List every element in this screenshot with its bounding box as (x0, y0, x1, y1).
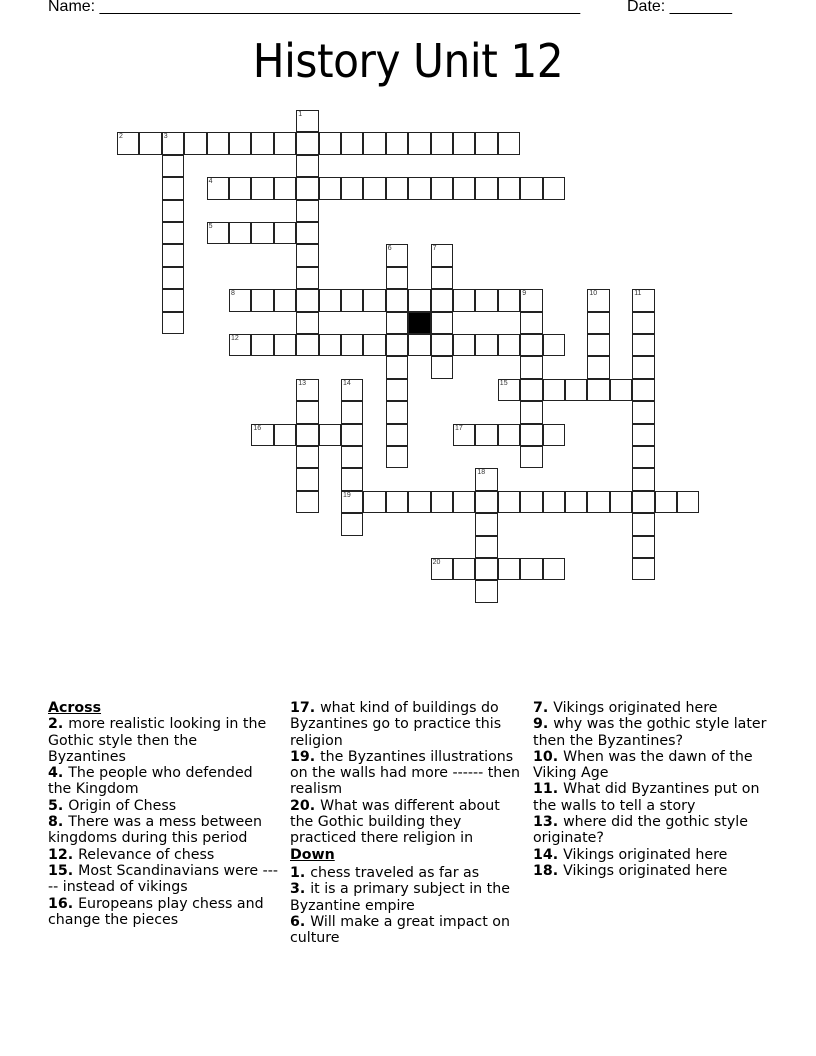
grid-cell[interactable] (587, 491, 609, 513)
grid-cell[interactable] (386, 244, 408, 266)
grid-cell[interactable] (610, 491, 632, 513)
grid-cell[interactable] (632, 468, 654, 490)
clue-number: 19 (343, 491, 351, 499)
clue-number: 9 (522, 290, 527, 298)
grid-cell[interactable] (520, 424, 542, 446)
grid-cell[interactable] (162, 244, 184, 266)
clue-number: 2 (119, 133, 123, 141)
grid-cell[interactable] (610, 379, 632, 401)
grid-cell[interactable] (408, 289, 430, 311)
grid-cell[interactable] (319, 132, 341, 154)
across-clue (48, 847, 278, 863)
grid-cell[interactable] (296, 446, 318, 468)
down-clue (290, 914, 522, 947)
clue-number: 8 (231, 290, 235, 298)
clue-text: Relevance of chess (78, 846, 215, 863)
clue-text: What was different about the Gothic building they practiced there religion in (290, 797, 500, 847)
grid-cell[interactable] (274, 222, 296, 244)
clue-number: 15 (499, 379, 508, 387)
grid-cell[interactable] (386, 401, 408, 423)
grid-cell[interactable] (386, 446, 408, 468)
grid-cell[interactable] (229, 177, 251, 199)
clue-number: 7. (533, 700, 554, 716)
grid-cell[interactable] (184, 132, 206, 154)
grid-cell[interactable] (453, 424, 475, 446)
across-clue (290, 700, 522, 749)
grid-cell[interactable] (632, 312, 654, 334)
grid-cell[interactable] (386, 334, 408, 356)
across-clue (290, 749, 522, 798)
grid-cell[interactable] (207, 222, 229, 244)
grid-cell[interactable] (341, 513, 363, 535)
clue-number: 11. (533, 781, 564, 798)
down-clue (533, 749, 773, 782)
grid-cell[interactable] (162, 312, 184, 334)
grid-cell[interactable] (632, 289, 654, 311)
grid-cell[interactable] (274, 177, 296, 199)
grid-cell[interactable] (251, 334, 273, 356)
grid-cell[interactable] (296, 222, 318, 244)
grid-cell[interactable] (475, 491, 497, 513)
clue-number: 12. (48, 846, 79, 863)
clue-text: Vikings originated here (563, 862, 728, 879)
clues-column-2 (290, 700, 522, 946)
clue-number: 18 (477, 469, 486, 477)
down-clue (290, 881, 522, 914)
clue-number: 14. (533, 846, 564, 863)
grid-cell[interactable] (229, 222, 251, 244)
clue-text: Vikings originated here (553, 700, 718, 716)
grid-cell[interactable] (632, 401, 654, 423)
grid-cell[interactable] (386, 267, 408, 289)
grid-cell[interactable] (386, 379, 408, 401)
grid-cell[interactable] (319, 334, 341, 356)
grid-cell[interactable] (543, 424, 565, 446)
grid-cell[interactable] (543, 491, 565, 513)
grid-cell[interactable] (431, 334, 453, 356)
grid-cell[interactable] (632, 558, 654, 580)
grid-cell[interactable] (341, 491, 363, 513)
grid-cell[interactable] (274, 334, 296, 356)
grid-cell[interactable] (296, 267, 318, 289)
clue-number: 3. (290, 881, 311, 898)
grid-cell[interactable] (475, 513, 497, 535)
grid-cell[interactable] (498, 334, 520, 356)
clue-number: 8. (48, 814, 69, 831)
grid-cell[interactable] (296, 334, 318, 356)
grid-cell[interactable] (475, 132, 497, 154)
clue-number: 17 (455, 424, 463, 432)
grid-cell[interactable] (431, 558, 453, 580)
across-clue (48, 798, 278, 814)
grid-cell[interactable] (587, 312, 609, 334)
grid-cell[interactable] (520, 177, 542, 199)
grid-cell[interactable] (296, 110, 318, 132)
grid-cell[interactable] (363, 334, 385, 356)
grid-cell[interactable] (319, 177, 341, 199)
clue-number: 5 (208, 223, 213, 230)
clue-number: 10. (533, 748, 564, 765)
clue-number: 6 (387, 245, 392, 253)
grid-cell[interactable] (498, 424, 520, 446)
clue-number: 1. (290, 864, 311, 881)
grid-cell[interactable] (453, 334, 475, 356)
clue-text: why was the gothic style later then the Byzantines? (533, 716, 767, 749)
grid-cell[interactable] (341, 468, 363, 490)
grid-cell[interactable] (341, 132, 363, 154)
grid-cell[interactable] (632, 513, 654, 535)
grid-cell[interactable] (498, 379, 520, 401)
grid-cell[interactable] (341, 379, 363, 401)
clue-text: Will make a great impact on culture (290, 913, 510, 947)
down-clue (290, 865, 522, 881)
grid-cell[interactable] (386, 177, 408, 199)
grid-cell[interactable] (453, 132, 475, 154)
across-clue (48, 716, 278, 765)
grid-cell[interactable] (587, 334, 609, 356)
grid-cell[interactable] (251, 424, 273, 446)
grid-cell[interactable] (475, 177, 497, 199)
grid-cell[interactable] (341, 446, 363, 468)
grid-cell[interactable] (274, 132, 296, 154)
grid-cell[interactable] (677, 491, 699, 513)
grid-cell[interactable] (431, 289, 453, 311)
clues-column-1 (48, 700, 278, 928)
down-clue-list (290, 865, 522, 946)
clue-text: where did the gothic style originate? (533, 814, 748, 847)
grid-cell[interactable] (296, 379, 318, 401)
clue-number: 16 (253, 424, 262, 432)
grid-cell[interactable] (453, 491, 475, 513)
grid-cell[interactable] (520, 356, 542, 378)
grid-cell[interactable] (251, 177, 273, 199)
page-title: History Unit 12 (252, 34, 564, 88)
grid-cell[interactable] (632, 446, 654, 468)
grid-cell[interactable] (475, 334, 497, 356)
grid-cell[interactable] (520, 491, 542, 513)
down-heading: Down (290, 846, 335, 863)
clue-text: Origin of Chess (68, 797, 177, 814)
clue-number: 19. (290, 748, 321, 765)
clue-number: 20 (432, 559, 441, 566)
grid-cell[interactable] (296, 200, 318, 222)
grid-cell[interactable] (475, 558, 497, 580)
name-field-label: Name: ______________________________________________________ (48, 0, 581, 15)
grid-cell[interactable] (386, 312, 408, 334)
grid-cell[interactable] (431, 267, 453, 289)
grid-cell[interactable] (565, 379, 587, 401)
grid-cell[interactable] (520, 558, 542, 580)
grid-cell[interactable] (431, 312, 453, 334)
grid-cell[interactable] (341, 424, 363, 446)
clue-number: 14 (343, 379, 351, 387)
across-clue (48, 863, 278, 896)
clue-number: 6. (290, 913, 311, 930)
clue-number: 9. (533, 716, 554, 733)
grid-cell[interactable] (587, 379, 609, 401)
clue-number: 5. (48, 797, 69, 814)
grid-cell[interactable] (565, 491, 587, 513)
grid-cell[interactable] (475, 536, 497, 558)
clue-number: 18. (533, 862, 564, 879)
grid-cell[interactable] (341, 289, 363, 311)
grid-cell[interactable] (162, 267, 184, 289)
grid-cell[interactable] (520, 446, 542, 468)
clue-number: 10 (589, 290, 598, 298)
grid-cell[interactable] (296, 132, 318, 154)
clue-number: 12 (231, 335, 239, 342)
clue-text: Europeans play chess and change the pieces (48, 895, 264, 928)
down-clue (533, 863, 773, 879)
grid-cell[interactable] (632, 379, 654, 401)
grid-cell[interactable] (543, 379, 565, 401)
grid-cell[interactable] (475, 424, 497, 446)
clue-number: 4. (48, 765, 69, 782)
grid-cell[interactable] (431, 356, 453, 378)
grid-cell[interactable] (229, 289, 251, 311)
grid-cell[interactable] (319, 424, 341, 446)
across-clue-list (48, 716, 278, 928)
grid-cell[interactable] (453, 177, 475, 199)
grid-cell[interactable] (296, 177, 318, 199)
clue-number: 11 (634, 290, 642, 298)
grid-cell[interactable] (162, 155, 184, 177)
grid-cell[interactable] (408, 132, 430, 154)
clue-text: more realistic looking in the Gothic style then the Byzantines (48, 716, 267, 765)
clue-text: it is a primary subject in the Byzantine empire (290, 881, 510, 914)
grid-cell[interactable] (453, 558, 475, 580)
clue-number: 7 (432, 245, 437, 253)
grid-cell[interactable] (296, 401, 318, 423)
clue-number: 3 (163, 133, 168, 141)
black-cell (408, 312, 430, 334)
grid-cell[interactable] (341, 177, 363, 199)
clue-number: 1 (298, 111, 303, 118)
down-clue (533, 814, 773, 847)
grid-cell[interactable] (453, 289, 475, 311)
across-clue-list-continued (290, 700, 522, 847)
across-clue (290, 798, 522, 847)
grid-cell[interactable] (386, 356, 408, 378)
grid-cell[interactable] (475, 289, 497, 311)
clue-text: chess traveled as far as (310, 864, 480, 881)
clue-number: 15. (48, 862, 79, 879)
grid-cell[interactable] (251, 222, 273, 244)
grid-cell[interactable] (296, 155, 318, 177)
grid-cell[interactable] (632, 536, 654, 558)
grid-cell[interactable] (520, 289, 542, 311)
grid-cell[interactable] (363, 289, 385, 311)
grid-cell[interactable] (296, 289, 318, 311)
grid-cell[interactable] (520, 312, 542, 334)
clue-number: 16. (48, 895, 79, 912)
grid-cell[interactable] (296, 491, 318, 513)
grid-cell[interactable] (363, 491, 385, 513)
grid-cell[interactable] (319, 289, 341, 311)
across-clue (48, 896, 278, 929)
clue-text: what kind of buildings do Byzantines go to practice this religion (290, 700, 502, 749)
grid-cell[interactable] (341, 401, 363, 423)
grid-cell[interactable] (296, 244, 318, 266)
clue-number: 2. (48, 716, 69, 733)
grid-cell[interactable] (543, 558, 565, 580)
grid-cell[interactable] (431, 177, 453, 199)
clue-text: What did Byzantines put on the walls to tell a story (533, 781, 760, 814)
across-clue (48, 765, 278, 798)
grid-cell[interactable] (475, 580, 497, 602)
grid-cell[interactable] (296, 312, 318, 334)
across-heading: Across (48, 700, 102, 716)
clue-number: 4 (208, 178, 213, 186)
grid-cell[interactable] (632, 491, 654, 513)
clue-text: Most Scandinavians were ----- instead of vikings (48, 862, 278, 896)
grid-cell[interactable] (498, 289, 520, 311)
grid-cell[interactable] (431, 132, 453, 154)
grid-cell[interactable] (274, 289, 296, 311)
clue-text: Vikings originated here (563, 846, 728, 863)
grid-cell[interactable] (498, 558, 520, 580)
clue-number: 13 (298, 379, 306, 387)
grid-cell[interactable] (632, 356, 654, 378)
down-clue (533, 716, 773, 749)
down-clue (533, 700, 773, 716)
grid-cell[interactable] (408, 177, 430, 199)
clue-text: the Byzantines illustrations on the walls had more ------ then realism (290, 748, 521, 798)
grid-cell[interactable] (229, 334, 251, 356)
grid-cell[interactable] (139, 132, 161, 154)
date-field-label: Date: _______ (627, 0, 732, 15)
grid-cell[interactable] (431, 491, 453, 513)
grid-cell[interactable] (341, 334, 363, 356)
grid-cell[interactable] (587, 356, 609, 378)
grid-cell[interactable] (431, 244, 453, 266)
grid-cell[interactable] (386, 424, 408, 446)
clue-text: There was a mess between kingdoms during this period (48, 814, 262, 847)
grid-cell[interactable] (162, 177, 184, 199)
grid-cell[interactable] (498, 491, 520, 513)
down-clue (533, 847, 773, 863)
grid-cell[interactable] (475, 468, 497, 490)
grid-cell[interactable] (655, 491, 677, 513)
grid-cell[interactable] (632, 424, 654, 446)
grid-cell[interactable] (296, 424, 318, 446)
grid-cell[interactable] (520, 379, 542, 401)
grid-cell[interactable] (207, 177, 229, 199)
down-clue-list-continued (533, 700, 773, 879)
grid-cell[interactable] (162, 289, 184, 311)
grid-cell[interactable] (386, 491, 408, 513)
grid-cell[interactable] (408, 334, 430, 356)
clue-text: When was the dawn of the Viking Age (533, 748, 753, 782)
grid-cell[interactable] (274, 424, 296, 446)
grid-cell[interactable] (251, 289, 273, 311)
grid-cell[interactable] (363, 132, 385, 154)
grid-cell[interactable] (162, 200, 184, 222)
grid-cell[interactable] (632, 334, 654, 356)
clue-text: The people who defended the Kingdom (48, 765, 253, 798)
grid-cell[interactable] (162, 222, 184, 244)
grid-cell[interactable] (587, 289, 609, 311)
grid-cell[interactable] (498, 177, 520, 199)
grid-cell[interactable] (229, 132, 251, 154)
grid-cell[interactable] (520, 401, 542, 423)
grid-cell[interactable] (498, 132, 520, 154)
across-clue (48, 814, 278, 847)
grid-cell[interactable] (296, 468, 318, 490)
clues-column-3 (533, 700, 773, 879)
grid-cell[interactable] (386, 289, 408, 311)
grid-cell[interactable] (363, 177, 385, 199)
grid-cell[interactable] (117, 132, 139, 154)
clue-number: 17. (290, 700, 321, 716)
grid-cell[interactable] (207, 132, 229, 154)
clue-number: 13. (533, 814, 564, 831)
grid-cell[interactable] (251, 132, 273, 154)
down-clue (533, 781, 773, 814)
grid-cell[interactable] (520, 334, 542, 356)
grid-cell[interactable] (162, 132, 184, 154)
grid-cell[interactable] (386, 132, 408, 154)
grid-cell[interactable] (543, 334, 565, 356)
clue-number: 20. (290, 797, 321, 814)
grid-cell[interactable] (408, 491, 430, 513)
grid-cell[interactable] (543, 177, 565, 199)
